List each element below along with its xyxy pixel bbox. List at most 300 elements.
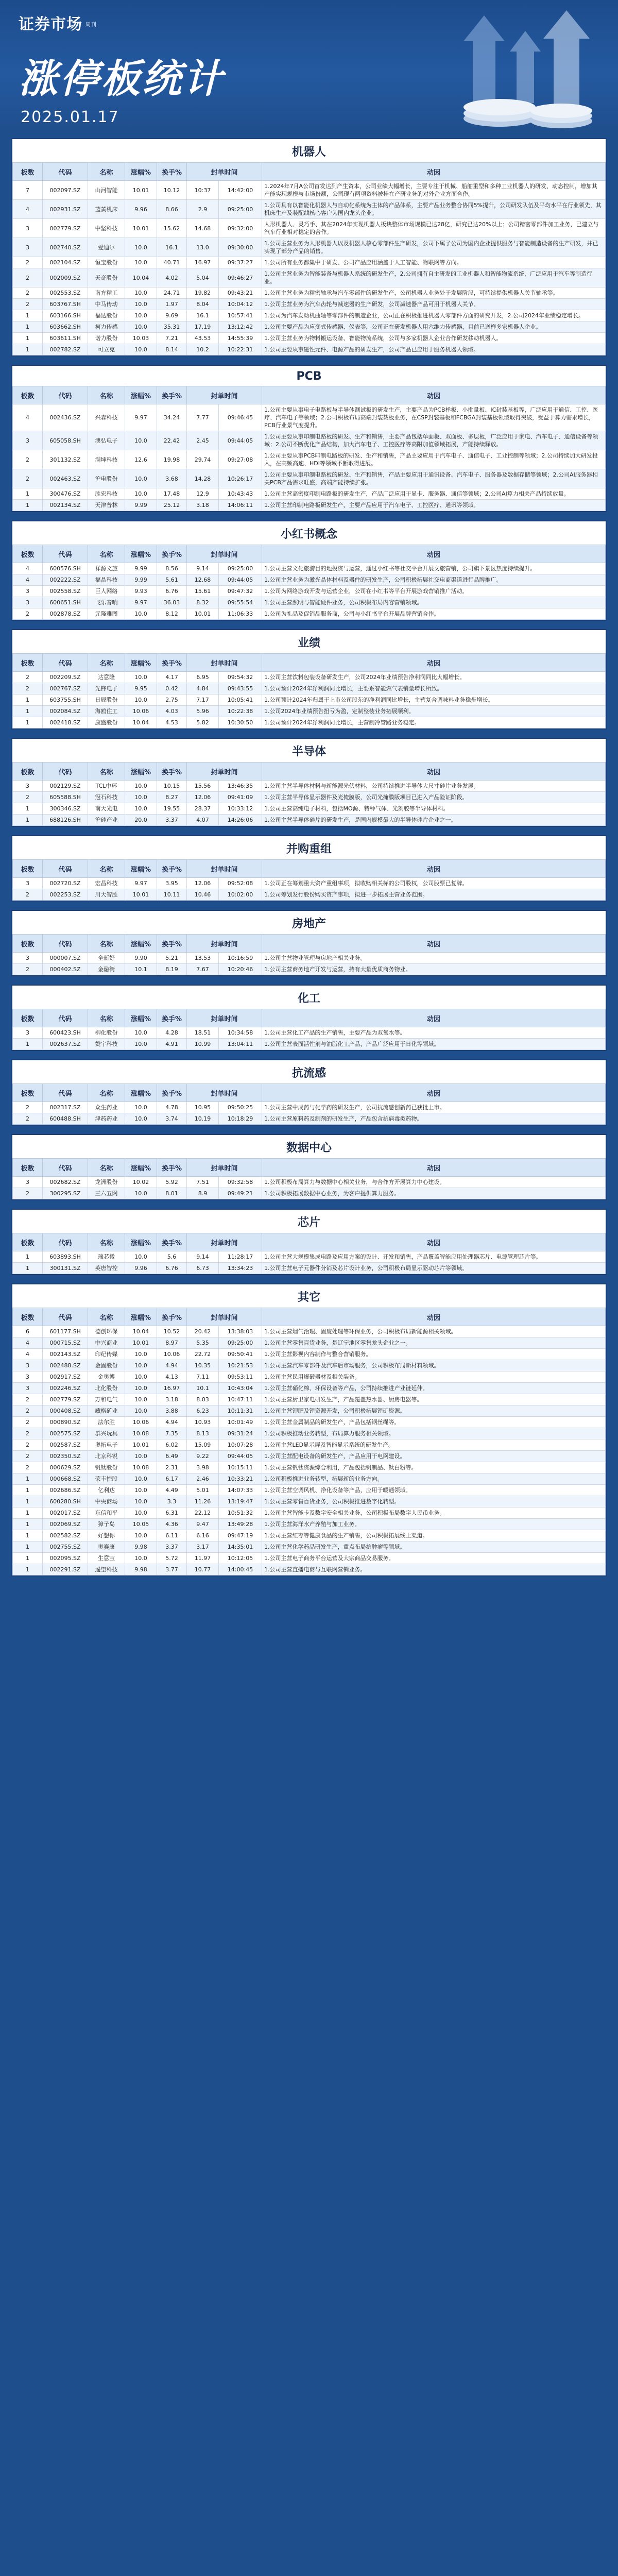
- table-cell: 蓝黄机床: [88, 200, 125, 219]
- column-header: 封单时间: [187, 545, 262, 563]
- table-cell: 5.72: [157, 1553, 187, 1564]
- table-cell: 5.82: [187, 717, 219, 728]
- table-cell: 10:37: [187, 181, 219, 200]
- table-row: [13, 200, 606, 219]
- table-cell: 4: [13, 200, 43, 219]
- column-header: 封单时间: [187, 1308, 262, 1326]
- table-cell: 09:54:32: [219, 672, 262, 683]
- column-header: 换手%: [157, 1308, 187, 1326]
- table-cell: 22.42: [157, 431, 187, 450]
- table-cell: 10:33:12: [219, 803, 262, 815]
- table-cell: 9.97: [125, 597, 157, 608]
- table-row: [13, 683, 606, 694]
- table-row: [13, 574, 606, 586]
- table-cell: 002878.SZ: [43, 608, 88, 620]
- table-cell: 2: [13, 1405, 43, 1417]
- reason-cell: 1.公司主营高纯电子材料，包括MO源、特种气体、光刻胶等半导体材料。: [262, 803, 606, 815]
- column-header: 名称: [88, 654, 125, 672]
- table-row: [13, 181, 606, 200]
- reason-cell: 1.公司主营电子商务平台运营及大宗商品交易服务。: [262, 1553, 606, 1564]
- table-cell: 9.98: [125, 1564, 157, 1575]
- section-card: [11, 835, 607, 902]
- brand-name: 证券市场: [19, 15, 82, 33]
- table-cell: 獐子岛: [88, 1519, 125, 1530]
- table-cell: 2: [13, 268, 43, 287]
- table-cell: 000007.SZ: [43, 953, 88, 964]
- table-cell: 4: [13, 1337, 43, 1349]
- table-cell: 7.21: [157, 333, 187, 344]
- table-cell: 688126.SH: [43, 815, 88, 826]
- reason-cell: 人形机器人、灵巧手、其在2024年实现机器人板块整体市场规模已达28亿，研究已达20%以上；公司精密零部件加工业务，已建立与汽车行业相对稳定的合作。: [262, 219, 606, 238]
- reason-cell: 1.公司正在筹划重大资产重组事项，拟收购相关标的公司股权，公司股票已复牌。: [262, 878, 606, 889]
- table-cell: 1: [13, 344, 43, 355]
- section-title: 化工: [297, 992, 320, 1005]
- reason-cell: 1.公司主营硝化棉、环保设备等产品，公司持续推进产业链延伸。: [262, 1383, 606, 1394]
- column-header: 封单时间: [187, 1159, 262, 1177]
- table-cell: 11.97: [187, 1553, 219, 1564]
- section-title: 并购重组: [286, 843, 332, 856]
- column-header: 涨幅%: [125, 762, 157, 781]
- column-header: 名称: [88, 1308, 125, 1326]
- section-title: 其它: [297, 1291, 320, 1304]
- stock-table: [12, 1233, 606, 1274]
- section-card: [11, 520, 607, 621]
- table-cell: 09:47:19: [219, 1530, 262, 1541]
- table-cell: 法尔胜: [88, 1417, 125, 1428]
- table-cell: 10.93: [187, 1417, 219, 1428]
- column-header: 涨幅%: [125, 1084, 157, 1102]
- table-cell: 沪硅产业: [88, 815, 125, 826]
- column-header: 名称: [88, 1159, 125, 1177]
- table-cell: 22.12: [187, 1507, 219, 1519]
- table-cell: 1: [13, 1473, 43, 1485]
- table-cell: 002637.SZ: [43, 1039, 88, 1050]
- table-cell: 1: [13, 694, 43, 706]
- reason-cell: 1.公司主营饮料包装设备研发生产，公司2024年业绩预告净利润同比大幅增长。: [262, 672, 606, 683]
- table-cell: 10:16:59: [219, 953, 262, 964]
- reason-cell: 1.公司主营零售百货业务，公司积极推进数字化转型。: [262, 1496, 606, 1507]
- column-header: 代码: [43, 1308, 88, 1326]
- table-row: [13, 310, 606, 321]
- table-cell: 10.01: [125, 1439, 157, 1451]
- reason-cell: 1.公司主营大规模集成电路及应用方案的设计、开发和销售，产品覆盖智能应用处理器芯片、电源管理芯片等。: [262, 1251, 606, 1263]
- table-cell: 奥拓电子: [88, 1439, 125, 1451]
- table-row: [13, 803, 606, 815]
- table-cell: 10.08: [125, 1462, 157, 1473]
- table-cell: 14:26:06: [219, 815, 262, 826]
- table-cell: 5.6: [157, 1251, 187, 1263]
- reason-cell: 1.公司主营业务为人形机器人以及机器人核心零部件生产研发，公司下属子公司为国内企业提供服务与智能制造设备的生产研发，并已实现了部分产品的销售。: [262, 238, 606, 257]
- table-row: [13, 586, 606, 597]
- table-cell: 1: [13, 500, 43, 511]
- table-cell: 10.04: [125, 1326, 157, 1337]
- table-cell: 南大光电: [88, 803, 125, 815]
- sections-container: [11, 138, 607, 1585]
- table-row: [13, 563, 606, 574]
- table-cell: 6.76: [157, 1263, 187, 1274]
- table-cell: 1: [13, 815, 43, 826]
- table-row: [13, 488, 606, 500]
- table-cell: 9.99: [125, 563, 157, 574]
- stock-table: [12, 859, 606, 901]
- reason-cell: 1.公司主营中成药与化学药的研发生产，公司抗流感创新药已获批上市。: [262, 1102, 606, 1113]
- table-cell: 10.0: [125, 1360, 157, 1371]
- table-cell: 4.91: [157, 1039, 187, 1050]
- table-cell: 002720.SZ: [43, 878, 88, 889]
- stock-table: [12, 386, 606, 511]
- table-row: [13, 219, 606, 238]
- table-cell: 10.01: [125, 181, 157, 200]
- table-row: [13, 672, 606, 683]
- table-row: [13, 1039, 606, 1050]
- column-header: 换手%: [157, 1233, 187, 1251]
- table-cell: 600280.SH: [43, 1496, 88, 1507]
- reason-cell: 1.公司主营烟气治理、固废处理等环保业务，公司积极布局新能源相关领域。: [262, 1326, 606, 1337]
- table-cell: 福达股份: [88, 310, 125, 321]
- table-cell: 09:25:00: [219, 563, 262, 574]
- column-header: 动因: [262, 762, 606, 781]
- table-cell: 002779.SZ: [43, 219, 88, 238]
- table-cell: 7: [13, 181, 43, 200]
- table-cell: 002253.SZ: [43, 889, 88, 901]
- column-header: 代码: [43, 1159, 88, 1177]
- table-cell: 13:38:03: [219, 1326, 262, 1337]
- table-cell: 000668.SZ: [43, 1473, 88, 1485]
- reason-cell: 1.公司预计2024年净利润同比增长，主要系智能燃气表销量增长所致。: [262, 683, 606, 694]
- table-row: [13, 1417, 606, 1428]
- table-cell: 25.12: [157, 500, 187, 511]
- table-cell: 09:37:27: [219, 257, 262, 268]
- section-title: 业绩: [297, 637, 320, 650]
- table-cell: 19.98: [157, 450, 187, 469]
- table-cell: 4.02: [157, 268, 187, 287]
- table-cell: 19.55: [157, 803, 187, 815]
- reason-cell: 1.公司预计2024年归属于上市公司股东的净利润同比增长，主营复合调味料业务稳步增长。: [262, 694, 606, 706]
- table-cell: 4: [13, 1349, 43, 1360]
- column-header: 动因: [262, 1009, 606, 1027]
- table-cell: 10.0: [125, 469, 157, 488]
- table-cell: 北京科锐: [88, 1451, 125, 1462]
- column-header: 代码: [43, 1084, 88, 1102]
- table-cell: 09:44:05: [219, 1451, 262, 1462]
- table-cell: 6: [13, 1326, 43, 1337]
- table-cell: 10.0: [125, 1496, 157, 1507]
- table-cell: 5.61: [157, 574, 187, 586]
- table-cell: 002222.SZ: [43, 574, 88, 586]
- table-cell: 5.35: [187, 1337, 219, 1349]
- table-cell: 603611.SH: [43, 333, 88, 344]
- table-cell: 10.35: [187, 1360, 219, 1371]
- table-cell: 8.13: [187, 1428, 219, 1439]
- table-cell: 3: [13, 238, 43, 257]
- column-header: 动因: [262, 1084, 606, 1102]
- reason-cell: 1.公司主营化学药品研发生产，重点布局抗肿瘤等领域。: [262, 1541, 606, 1553]
- table-cell: 002488.SZ: [43, 1360, 88, 1371]
- table-cell: 9.97: [125, 878, 157, 889]
- table-cell: 10.0: [125, 1383, 157, 1394]
- table-cell: 万和电气: [88, 1394, 125, 1405]
- section-title: 机器人: [291, 146, 326, 159]
- table-cell: 12.9: [187, 488, 219, 500]
- table-cell: 002418.SZ: [43, 717, 88, 728]
- table-cell: 1: [13, 1496, 43, 1507]
- reason-cell: 1.公司主营钾肥及锂资源开发，公司积极拓展锂矿资源。: [262, 1405, 606, 1417]
- table-cell: 10.01: [125, 219, 157, 238]
- table-row: [13, 1394, 606, 1405]
- column-header: 换手%: [157, 163, 187, 181]
- table-cell: 002917.SZ: [43, 1371, 88, 1383]
- table-cell: 002291.SZ: [43, 1564, 88, 1575]
- table-cell: 3: [13, 878, 43, 889]
- table-row: [13, 1473, 606, 1485]
- coins-arrow-illustration: [330, 0, 618, 134]
- stock-table: [12, 1308, 606, 1575]
- table-cell: 1: [13, 1541, 43, 1553]
- table-cell: 1.97: [157, 299, 187, 310]
- table-cell: 8.32: [187, 597, 219, 608]
- table-cell: 2: [13, 469, 43, 488]
- table-cell: 002587.SZ: [43, 1439, 88, 1451]
- table-row: [13, 1360, 606, 1371]
- table-row: [13, 878, 606, 889]
- column-header: 换手%: [157, 762, 187, 781]
- table-cell: 002143.SZ: [43, 1349, 88, 1360]
- reason-cell: 1.公司主营业务为精密轴承与汽车零部件的研发生产，公司机器人业务处于发展阶段，可持续提供机器人关节轴承等。: [262, 287, 606, 299]
- table-cell: 金融街: [88, 964, 125, 975]
- table-cell: 5.96: [187, 706, 219, 717]
- table-cell: 13:49:28: [219, 1519, 262, 1530]
- table-cell: 4.36: [157, 1519, 187, 1530]
- table-cell: 002129.SZ: [43, 781, 88, 792]
- reason-cell: 1.公司主要从事印制电路板的研发、生产和销售，产品主要应用于通讯设备、汽车电子、服务器及数据存储等领域；2.公司AI服务器相关PCB产品需求旺盛，高端产能持续扩张。: [262, 469, 606, 488]
- table-cell: 11:06:33: [219, 608, 262, 620]
- table-cell: 10:51:32: [219, 1507, 262, 1519]
- column-header: 涨幅%: [125, 163, 157, 181]
- section-card: [11, 910, 607, 976]
- table-cell: 中央商场: [88, 1496, 125, 1507]
- column-header: 涨幅%: [125, 386, 157, 404]
- table-cell: 奥赛康: [88, 1541, 125, 1553]
- column-header: 动因: [262, 1308, 606, 1326]
- table-cell: 8.14: [157, 344, 187, 355]
- table-cell: 诺力股份: [88, 333, 125, 344]
- table-cell: 10.0: [125, 488, 157, 500]
- column-header: 板数: [13, 1084, 43, 1102]
- table-cell: 5.01: [187, 1485, 219, 1496]
- table-cell: 10.2: [187, 344, 219, 355]
- reason-cell: 1.公司主营物业管理与房地产相关业务。: [262, 953, 606, 964]
- table-cell: 北化股份: [88, 1383, 125, 1394]
- table-cell: 14.68: [187, 219, 219, 238]
- table-row: [13, 781, 606, 792]
- table-cell: 2: [13, 672, 43, 683]
- section-card: [11, 629, 607, 730]
- stock-table: [12, 545, 606, 620]
- table-cell: 002134.SZ: [43, 500, 88, 511]
- table-row: [13, 1530, 606, 1541]
- hero-banner: [0, 0, 618, 134]
- table-cell: 10.12: [157, 181, 187, 200]
- table-cell: 2.45: [187, 431, 219, 450]
- table-cell: 9.22: [187, 1451, 219, 1462]
- table-cell: 002095.SZ: [43, 1553, 88, 1564]
- column-header: 封单时间: [187, 1084, 262, 1102]
- column-header: 换手%: [157, 654, 187, 672]
- table-cell: 002682.SZ: [43, 1177, 88, 1188]
- table-cell: 8.66: [157, 200, 187, 219]
- table-cell: 1: [13, 803, 43, 815]
- column-header: 封单时间: [187, 1233, 262, 1251]
- table-cell: 002931.SZ: [43, 200, 88, 219]
- table-cell: 2: [13, 608, 43, 620]
- table-cell: 中兴商业: [88, 1337, 125, 1349]
- table-cell: 藏格矿业: [88, 1405, 125, 1417]
- table-cell: 赞宇科技: [88, 1039, 125, 1050]
- table-cell: 9.69: [157, 310, 187, 321]
- table-cell: 10.46: [187, 889, 219, 901]
- table-cell: 10.0: [125, 1553, 157, 1564]
- table-cell: 002779.SZ: [43, 1394, 88, 1405]
- table-cell: 2.31: [157, 1462, 187, 1473]
- column-header: 动因: [262, 935, 606, 953]
- reason-cell: 1.公司主要从事印制电路板的研发、生产和销售，主要产品包括单面板、双面板、多层板，广泛应用于家电、汽车电子、通信设备等领域；2.公司不断优化产品结构，加大汽车电子、工控医疗等高附加值领域拓展，产能持续释放。: [262, 431, 606, 450]
- table-cell: 3: [13, 431, 43, 450]
- table-cell: 9.90: [125, 953, 157, 964]
- table-cell: 2: [13, 1102, 43, 1113]
- table-cell: 36.03: [157, 597, 187, 608]
- table-cell: 10:05:41: [219, 694, 262, 706]
- table-cell: 3: [13, 586, 43, 597]
- table-cell: 钒钛股份: [88, 1462, 125, 1473]
- column-header: 涨幅%: [125, 1159, 157, 1177]
- table-cell: 6.16: [187, 1530, 219, 1541]
- brand-sub: 周刊: [85, 22, 97, 28]
- table-cell: 28.37: [187, 803, 219, 815]
- table-cell: 09:27:08: [219, 450, 262, 469]
- table-cell: 福晶科技: [88, 574, 125, 586]
- section-card: [11, 738, 607, 827]
- table-cell: 10:43:43: [219, 488, 262, 500]
- section-title: 数据中心: [286, 1142, 332, 1155]
- table-cell: 1: [13, 1553, 43, 1564]
- table-cell: 15.56: [187, 781, 219, 792]
- table-cell: 10:12:05: [219, 1553, 262, 1564]
- table-cell: 15.62: [157, 219, 187, 238]
- table-cell: 301132.SZ: [43, 450, 88, 469]
- column-header: 封单时间: [187, 386, 262, 404]
- table-cell: 6.76: [157, 586, 187, 597]
- table-row: [13, 1507, 606, 1519]
- stock-table: [12, 162, 606, 355]
- column-header: 名称: [88, 860, 125, 878]
- table-cell: 000408.SZ: [43, 1405, 88, 1417]
- table-cell: 3: [13, 1383, 43, 1394]
- column-header: 封单时间: [187, 762, 262, 781]
- reason-cell: 1.公司主营零售百货业务，是辽宁地区零售龙头企业之一。: [262, 1337, 606, 1349]
- table-cell: 2: [13, 1417, 43, 1428]
- table-cell: 10.0: [125, 1102, 157, 1113]
- table-cell: 10.1: [125, 964, 157, 975]
- table-cell: 002084.SZ: [43, 706, 88, 717]
- column-header: 封单时间: [187, 935, 262, 953]
- reason-cell: 1.公司预计2024年净利润同比增长，主营制冷管路业务稳定。: [262, 717, 606, 728]
- table-cell: 南方精工: [88, 287, 125, 299]
- column-header: 代码: [43, 935, 88, 953]
- table-cell: 40.71: [157, 257, 187, 268]
- table-cell: 10:33:21: [219, 1473, 262, 1485]
- table-cell: 2: [13, 450, 43, 469]
- table-cell: 002069.SZ: [43, 1519, 88, 1530]
- stock-table: [12, 762, 606, 826]
- table-row: [13, 1337, 606, 1349]
- stock-table: [12, 934, 606, 975]
- table-cell: 10.0: [125, 431, 157, 450]
- reason-cell: 1.公司主营照明与智能硬件业务，公司积极布局内容营销领域。: [262, 597, 606, 608]
- table-row: [13, 1462, 606, 1473]
- table-cell: 2: [13, 1451, 43, 1462]
- table-cell: 10.01: [187, 608, 219, 620]
- stock-table: [12, 1158, 606, 1199]
- table-cell: 09:43:55: [219, 683, 262, 694]
- table-row: [13, 608, 606, 620]
- column-header: 名称: [88, 762, 125, 781]
- table-cell: 10:43:04: [219, 1383, 262, 1394]
- table-cell: 3.3: [157, 1496, 187, 1507]
- table-cell: 002686.SZ: [43, 1485, 88, 1496]
- table-cell: 14:35:01: [219, 1541, 262, 1553]
- table-row: [13, 1553, 606, 1564]
- table-cell: 13.0: [187, 238, 219, 257]
- table-cell: 1: [13, 717, 43, 728]
- table-cell: 1: [13, 1530, 43, 1541]
- table-cell: 4: [13, 563, 43, 574]
- table-cell: 8.97: [157, 1337, 187, 1349]
- table-cell: 柳化股份: [88, 1027, 125, 1039]
- table-cell: 13:04:11: [219, 1039, 262, 1050]
- table-cell: 601177.SH: [43, 1326, 88, 1337]
- table-row: [13, 1102, 606, 1113]
- column-header: 板数: [13, 545, 43, 563]
- column-header: 涨幅%: [125, 935, 157, 953]
- column-header: 板数: [13, 1308, 43, 1326]
- table-cell: 000890.SZ: [43, 1417, 88, 1428]
- column-header: 名称: [88, 545, 125, 563]
- table-cell: 13:12:42: [219, 321, 262, 333]
- table-cell: 全新好: [88, 953, 125, 964]
- column-header: 涨幅%: [125, 1233, 157, 1251]
- table-row: [13, 1541, 606, 1553]
- reason-cell: 1.公司主营智能卡及数字安全相关业务，公司积极布局数字人民币业务。: [262, 1507, 606, 1519]
- table-cell: 10.05: [125, 1519, 157, 1530]
- table-cell: 600488.SH: [43, 1113, 88, 1125]
- table-cell: 10.77: [187, 1564, 219, 1575]
- reason-cell: 1.公司主营半导体显示器件及光掩膜版，公司光掩膜版项目已进入产品验证阶段。: [262, 792, 606, 803]
- table-cell: 康盛股份: [88, 717, 125, 728]
- reason-cell: 1.公司积极推进业务转型，拓展新的业务方向。: [262, 1473, 606, 1485]
- table-cell: 09:30:00: [219, 238, 262, 257]
- table-cell: 9.99: [125, 500, 157, 511]
- column-header: 代码: [43, 386, 88, 404]
- reason-cell: 1.公司主营业务为汽车齿轮与减速器的生产研发，公司减速器产品可用于机器人关节。: [262, 299, 606, 310]
- table-cell: 4.53: [157, 717, 187, 728]
- table-row: [13, 1485, 606, 1496]
- table-row: [13, 1564, 606, 1575]
- reason-cell: 1.公司主营LED显示屏及智能显示系统的研发生产。: [262, 1439, 606, 1451]
- reason-cell: 1.公司主营金属制品的研发生产，产品包括钢丝绳等。: [262, 1417, 606, 1428]
- table-cell: 9.96: [125, 1263, 157, 1274]
- table-cell: 09:55:54: [219, 597, 262, 608]
- table-cell: 3.88: [157, 1405, 187, 1417]
